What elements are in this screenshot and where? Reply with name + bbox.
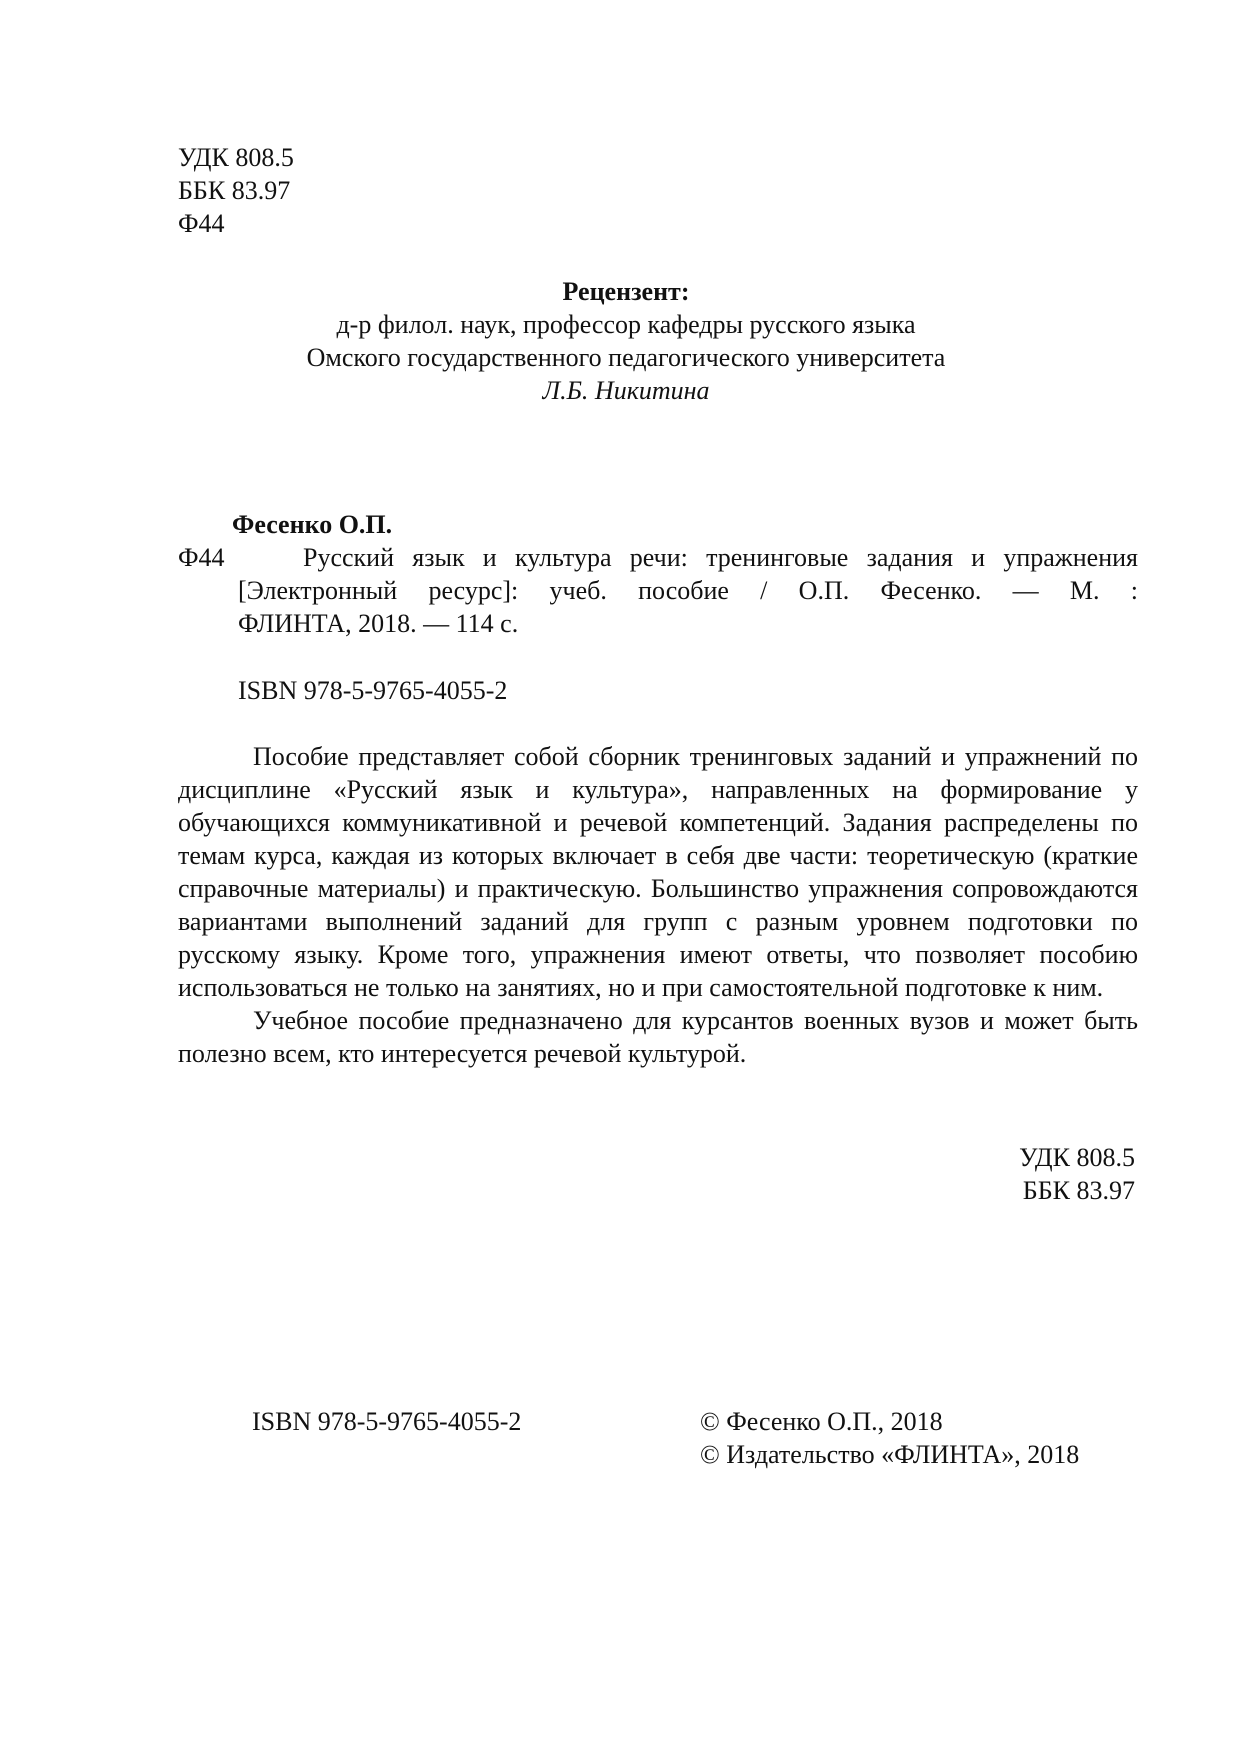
bbk-code: ББК 83.97: [178, 176, 291, 205]
annotation-paragraph-2: Учебное пособие предназначено для курсантов военных вузов и может быть полезно всем, кто интересуется речевой культурой.: [178, 1006, 1138, 1068]
classification-codes-top: [178, 141, 294, 240]
udk-code: УДК 808.5: [178, 143, 294, 172]
classification-codes-bottom: [1019, 1141, 1135, 1207]
udk-code-bottom: УДК 808.5: [1019, 1143, 1135, 1172]
bibliographic-cipher: Ф44: [178, 543, 225, 572]
bibliographic-description: [238, 541, 1138, 640]
biblio-line-3: ФЛИНТА, 2018. — 114 с.: [238, 609, 519, 638]
biblio-line-2: [Электронный ресурс]: учеб. пособие / О.П. Фесенко. — М. :: [238, 576, 1138, 605]
annotation: [178, 740, 1138, 1070]
reviewer-name: Л.Б. Никитина: [542, 376, 710, 405]
reviewer-block: [178, 275, 1074, 407]
copyright-publisher: © Издательство «ФЛИНТА», 2018: [700, 1440, 1080, 1469]
isbn-footer: ISBN 978-5-9765-4055-2: [252, 1407, 522, 1436]
bbk-code-bottom: ББК 83.97: [1022, 1176, 1135, 1205]
copyright-block: [700, 1405, 1079, 1471]
book-author: Фесенко О.П.: [232, 510, 393, 539]
isbn-record: ISBN 978-5-9765-4055-2: [238, 676, 508, 705]
copyright-author: © Фесенко О.П., 2018: [700, 1407, 943, 1436]
biblio-line-1: Русский язык и культура речи: тренинговые задания и упражнения: [303, 543, 1138, 572]
reviewer-affiliation: Омского государственного педагогического университета: [306, 343, 946, 372]
reviewer-degree: д-р филол. наук, профессор кафедры русского языка: [336, 310, 916, 339]
annotation-paragraph-1: Пособие представляет собой сборник тренинговых заданий и упражнений по дисциплине «Русский язык и культура», направленных на формирование у обучающихся коммуникативной и речевой компетенций. Задания распределены по темам курса, каждая из которых включает в себя две части: теоретическую (краткие справочные материалы) и практическую. Большинство упражнения сопровождаются вариантами выполнений заданий для групп с разным уровнем подготовки по русскому языку. Кроме того, упражнения имеют ответы, что позволяет пособию использоваться не только на занятиях, но и при самостоятельной подготовке к ним.: [178, 742, 1138, 1002]
author-cipher: Ф44: [178, 209, 225, 238]
reviewer-heading: Рецензент:: [562, 277, 690, 306]
